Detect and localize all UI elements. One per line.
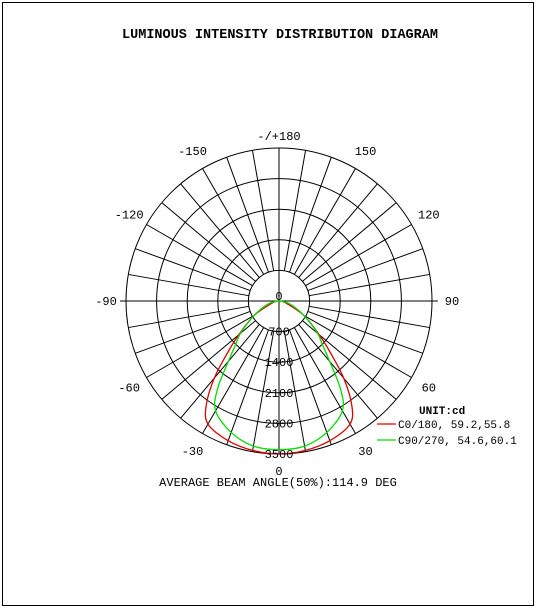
angle-tick-label: 0 bbox=[275, 465, 283, 479]
grid-spoke bbox=[308, 249, 423, 291]
radial-tick-label: 700 bbox=[268, 325, 290, 340]
legend-unit-label: UNIT:cd bbox=[419, 406, 466, 418]
angle-tick-label: 90 bbox=[444, 295, 460, 309]
chart-title: LUMINOUS INTENSITY DISTRIBUTION DIAGRAM bbox=[122, 28, 438, 43]
beam-angle-text: AVERAGE BEAM ANGLE(50%):114.9 DEG bbox=[159, 476, 397, 490]
grid-spoke bbox=[128, 274, 249, 295]
grid-spoke bbox=[308, 311, 423, 353]
grid-spoke bbox=[289, 157, 331, 272]
radial-tick-label: 1400 bbox=[264, 356, 294, 371]
legend-entry-0: C0/180, 59.2,55.8 bbox=[398, 420, 511, 432]
radial-tick-label: 3500 bbox=[264, 448, 294, 462]
grid-spoke bbox=[289, 330, 331, 445]
radial-tick-label: 2800 bbox=[264, 417, 294, 432]
angle-tick-label: 30 bbox=[358, 444, 373, 459]
angle-tick-label: -90 bbox=[95, 295, 117, 309]
grid-spoke bbox=[128, 306, 249, 327]
radial-tick-label: 2100 bbox=[264, 386, 294, 401]
grid-spoke bbox=[135, 249, 250, 291]
grid-spoke bbox=[227, 330, 269, 445]
angle-tick-label: -60 bbox=[118, 381, 140, 396]
angle-tick-label: -30 bbox=[181, 444, 204, 459]
angle-tick-label: -120 bbox=[114, 208, 144, 223]
angle-tick-label: 120 bbox=[418, 208, 440, 223]
angle-tick-label: 150 bbox=[354, 145, 377, 160]
angle-tick-label: 60 bbox=[421, 381, 437, 396]
angle-tick-label: -/+180 bbox=[257, 130, 301, 144]
legend bbox=[377, 406, 517, 448]
grid-spoke bbox=[284, 150, 305, 271]
grid-spoke bbox=[309, 306, 430, 327]
grid-spoke bbox=[309, 274, 430, 295]
legend-entry-1: C90/270, 54.6,60.1 bbox=[398, 436, 517, 448]
grid-spoke bbox=[135, 311, 250, 353]
radial-tick-label: 0 bbox=[275, 290, 283, 304]
grid-spoke bbox=[252, 150, 273, 271]
grid-spoke bbox=[227, 157, 269, 272]
angle-tick-label: -150 bbox=[178, 145, 207, 160]
